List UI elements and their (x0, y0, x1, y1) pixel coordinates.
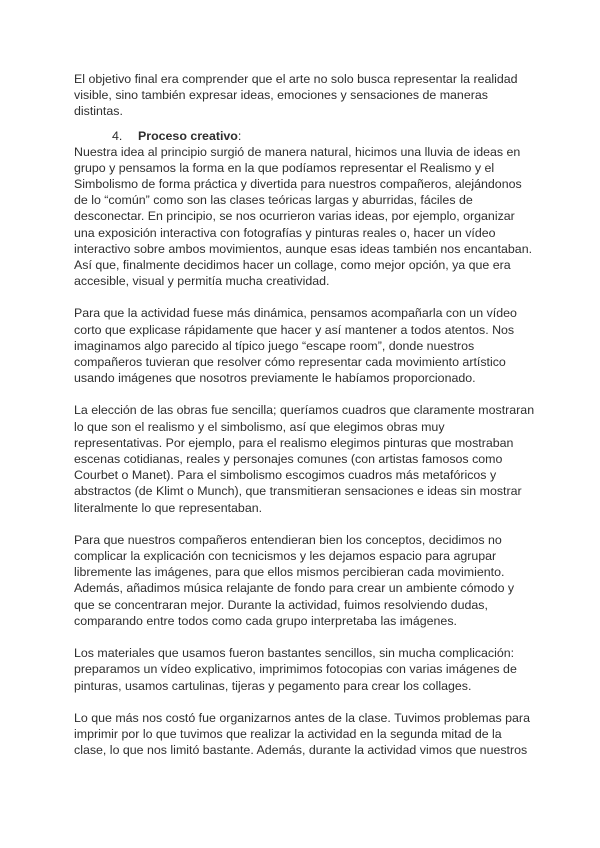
spacer (74, 694, 536, 710)
section-number: 4. (112, 128, 123, 143)
spacer (74, 629, 536, 645)
spacer (74, 386, 536, 402)
intro-paragraph: El objetivo final era comprender que el arte no solo busca representar la realidad visible, sino también expresar ideas, emociones y sensaciones de maneras distintas. (74, 72, 518, 119)
document-body (74, 71, 536, 758)
section-title: Proceso creativo (138, 128, 238, 143)
paragraph-idea: Nuestra idea al principio surgió de manera natural, hicimos una lluvia de ideas en grupo y pensamos la forma en la que podíamos representar el Realismo y el Simbolismo de forma práctica y divertida para nuestros compañeros, alejándonos de lo “común” como son las clases teóricas largas y aburridas, fáciles de desconectar. En principio, se nos ocurrieron varias ideas, por ejemplo, organizar una exposición interactiva con fotografías y pinturas reales o, hacer un vídeo interactivo sobre ambos movimientos, aunque esas ideas también nos encantaban. Así que, finalmente decidimos hacer un collage, como mejor opción, ya que era accesible, visual y permitía mucha creatividad. (74, 144, 533, 289)
spacer (74, 120, 536, 128)
section-heading (74, 128, 536, 144)
paragraph-video: Para que la actividad fuese más dinámica, pensamos acompañarla con un vídeo corto que explicase rápidamente que hacer y así mantener a todos atentos. Nos imaginamos algo parecido al típico juego “escape room”, donde nuestros compañeros tuvieran que resolver cómo representar cada movimiento artístico usando imágenes que nosotros previamente le habíamos proporcionado. (74, 306, 517, 386)
spacer (74, 289, 536, 305)
paragraph-materials: Los materiales que usamos fueron bastantes sencillos, sin mucha complicación: preparamos un vídeo explicativo, imprimimos fotocopias con varias imágenes de pinturas, usamos cartulinas, tijeras y pegamento para crear los collages. (74, 646, 517, 693)
section-colon: : (237, 128, 242, 143)
paragraph-concepts: Para que nuestros compañeros entendieran bien los conceptos, decidimos no complicar la explicación con tecnicismos y les dejamos espacio para agrupar libremente las imágenes, para que ellos mismos percibieran cada movimiento. Además, añadimos música relajante de fondo para crear un ambiente cómodo y que se concentraran mejor. Durante la actividad, fuimos resolviendo dudas, comparando entre todos como cada grupo interpretaba las imágenes. (74, 532, 515, 628)
spacer (74, 516, 536, 532)
paragraph-artworks: La elección de las obras fue sencilla; queríamos cuadros que claramente mostraran lo que son el realismo y el simbolismo, así que elegimos obras muy representativas. Por ejemplo, para el realismo elegimos pinturas que mostraban escenas cotidianas, reales y personajes comunes (con artistas famosos como Courbet o Manet). Para el simbolismo escogimos cuadros más metafóricos y abstractos (de Klimt o Munch), que transmitieran sensaciones e ideas sin mostrar literalmente lo que representaban. (74, 403, 535, 515)
paragraph-difficulties: Lo que más nos costó fue organizarnos antes de la clase. Tuvimos problemas para imprimir por lo que tuvimos que realizar la actividad en la segunda mitad de la clase, lo que nos limitó bastante. Además, durante la actividad vimos que nuestros (74, 710, 530, 758)
